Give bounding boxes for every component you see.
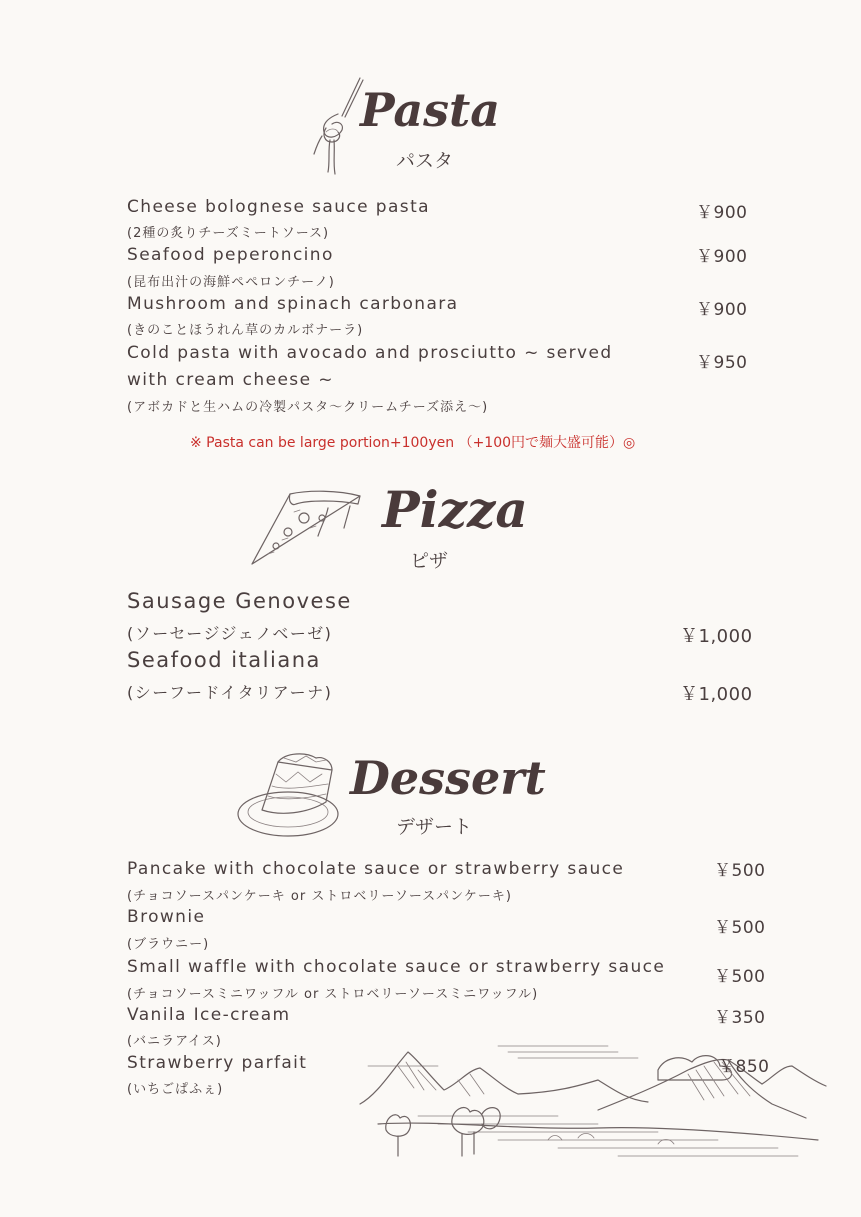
pasta-item-jp: (アボカドと生ハムの冷製パスタ〜クリームチーズ添え〜): [127, 400, 489, 415]
pasta-item-name: Seafood peperoncino: [127, 245, 334, 265]
pizza-slice-icon: [248, 488, 364, 568]
pizza-item-jp: (シーフードイタリアーナ): [127, 683, 333, 702]
dessert-item-jp: (バニラアイス): [127, 1034, 222, 1049]
pizza-item-jp: (ソーセージジェノベーゼ): [127, 624, 333, 643]
pasta-item-jp: (きのことほうれん草のカルボナーラ): [127, 323, 364, 338]
dessert-item-jp: (チョコソースミニワッフル or ストロベリーソースミニワッフル): [127, 987, 539, 1002]
pizza-item-price: ￥1,000: [680, 684, 753, 705]
dessert-item-name: Brownie: [127, 907, 206, 927]
pizza-item-price: ￥1,000: [680, 626, 753, 647]
dessert-item-jp: (チョコソースパンケーキ or ストロベリーソースパンケーキ): [127, 889, 512, 904]
dessert-item-jp: (ブラウニー): [127, 937, 210, 952]
dessert-item-name: Small waffle with chocolate sauce or strawberry sauce: [127, 957, 666, 977]
dessert-item-name: Strawberry parfait: [127, 1053, 308, 1073]
dessert-item-price: ￥500: [714, 918, 766, 938]
pasta-subtitle: パスタ: [396, 150, 454, 172]
dessert-item-name: Pancake with chocolate sauce or strawberry sauce: [127, 859, 625, 879]
dessert-title: Dessert: [350, 751, 546, 805]
pasta-item-name: Cold pasta with avocado and prosciutto ~ served: [127, 343, 613, 363]
pizza-title: Pizza: [382, 480, 528, 539]
pizza-subtitle: ピザ: [410, 550, 449, 572]
fork-spaghetti-icon: [308, 76, 368, 176]
pasta-item-price: ￥900: [696, 247, 748, 267]
pasta-item-name-cont: with cream cheese ~: [127, 370, 334, 390]
dessert-item-jp: (いちごぱふぇ): [127, 1082, 224, 1097]
pasta-portion-note: ※ Pasta can be large portion+100yen （+100円で麺大盛可能）◎: [190, 435, 636, 451]
pie-slice-icon: [236, 748, 346, 840]
pasta-item-name: Mushroom and spinach carbonara: [127, 294, 459, 314]
dessert-item-price: ￥500: [714, 967, 766, 987]
pizza-item-name: Seafood italiana: [127, 648, 321, 672]
pasta-item-name: Cheese bolognese sauce pasta: [127, 197, 430, 217]
dessert-item-price: ￥350: [714, 1008, 766, 1028]
dessert-subtitle: デザート: [396, 816, 473, 838]
pasta-item-price: ￥900: [696, 203, 748, 223]
pizza-item-name: Sausage Genovese: [127, 589, 352, 613]
dessert-item-price: ￥850: [718, 1057, 770, 1077]
dessert-item-name: Vanila Ice-cream: [127, 1005, 291, 1025]
pasta-item-price: ￥900: [696, 300, 748, 320]
dessert-item-price: ￥500: [714, 861, 766, 881]
pasta-item-price: ￥950: [696, 353, 748, 373]
pasta-item-jp: (2種の炙りチーズミートソース): [127, 226, 330, 241]
pasta-title: Pasta: [360, 83, 501, 137]
pasta-item-jp: (昆布出汁の海鮮ペペロンチーノ): [127, 275, 335, 290]
